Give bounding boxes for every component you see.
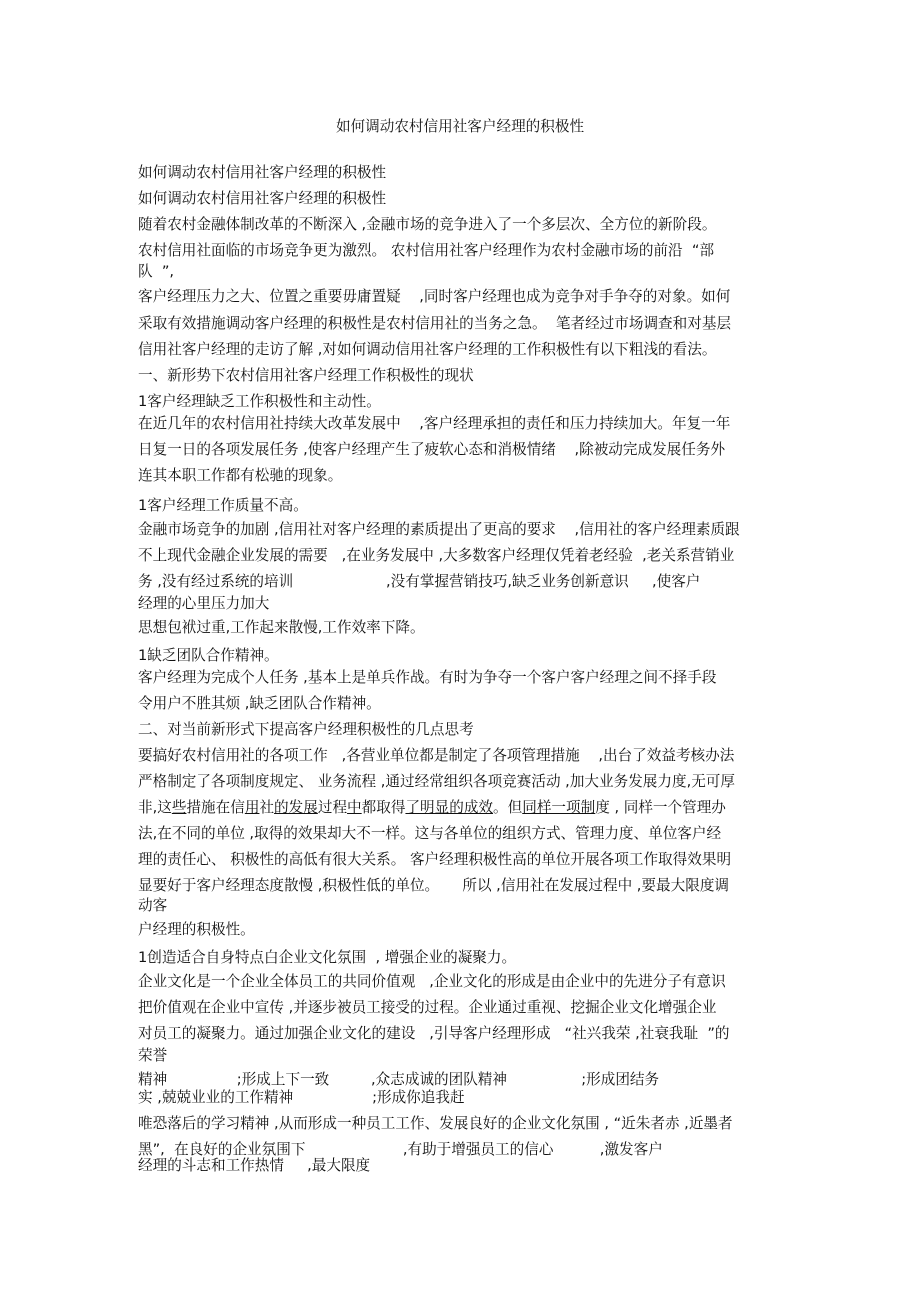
- text-line: 务 ,没有经过系统的培训 ,没有掌握营销技巧,缺乏业务创新意识 ,使客户: [138, 573, 701, 590]
- text-line: 1缺乏团队合作精神。: [138, 647, 279, 664]
- text-line: 随着农村金融体制改革的不断深入 ,金融市场的竞争进入了一个多层次、全方位的新阶段。: [138, 216, 717, 233]
- text-segment: 。但: [493, 799, 523, 816]
- text-line: 如何调动农村信用社客户经理的积极性: [138, 190, 387, 207]
- underlined-text: 了明显的成效: [405, 799, 494, 816]
- document-title: 如何调动农村信用社客户经理的积极性: [335, 118, 585, 135]
- underlined-text: 些: [171, 799, 187, 816]
- text-line: 理的责任心、 积极性的高低有很大关系。 客户经理积极性高的单位开展各项工作取得效果明: [138, 851, 732, 868]
- text-line: 荣誉: [138, 1047, 168, 1064]
- text-line: 在近几年的农村信用社持续大改革发展中 ,客户经理承担的责任和压力持续加大。年复一年: [138, 415, 731, 432]
- text-line: 实 ,兢兢业业的工作精神 ;形成你追我赶: [138, 1089, 465, 1106]
- text-line: 严格制定了各项制度规定、 业务流程 ,通过经常组织各项竞赛活动 ,加大业务发展力度,无可厚: [138, 773, 735, 790]
- text-line: 客户经理压力之大、位置之重要毋庸置疑 ,同时客户经理也成为竞争对手争夺的对象。如何: [138, 288, 731, 305]
- text-line: 企业文化是一个企业全体员工的共同价值观 ,企业文化的形成是由企业中的先进分子有意识: [138, 973, 726, 990]
- text-line: 显要好于客户经理态度散慢 ,积极性低的单位。 所以 ,信用社在发展过程中 ,要最大限度调: [138, 877, 730, 894]
- text-segment: 过程: [317, 799, 348, 816]
- text-line: 动客: [138, 897, 168, 914]
- text-line: 把价值观在企业中宣传 ,并逐步被员工接受的过程。企业通过重视、挖掘企业文化增强企业: [138, 999, 717, 1016]
- text-line: 经理的心里压力加大: [138, 595, 270, 612]
- text-line: 如何调动农村信用社客户经理的积极性: [138, 164, 387, 181]
- text-line: 队 ”,: [138, 263, 175, 280]
- text-line: 黑”, 在良好的企业氛围下 ,有助于增强员工的信心 ,激发客户: [138, 1141, 663, 1158]
- text-line: 金融市场竞争的加剧 ,信用社对客户经理的素质提出了更高的要求 ,信用社的客户经理素质跟: [138, 521, 740, 538]
- text-line: 农村信用社面临的市场竞争更为激烈。 农村信用社客户经理作为农村金融市场的前沿 “部: [138, 242, 715, 259]
- text-line: 户经理的积极性。: [138, 921, 255, 938]
- text-line: 日复一日的各项发展任务 ,使客户经理产生了疲软心态和消极情绪 ,除被动完成发展任务外: [138, 441, 726, 458]
- text-line: 一、新形势下农村信用社客户经理工作积极性的现状: [138, 367, 474, 384]
- text-line: 对员工的凝聚力。通过加强企业文化的建设 ,引导客户经理形成 “社兴我荣 ,社衰我耻 ”的: [138, 1025, 730, 1042]
- text-line: 唯恐落后的学习精神 ,从而形成一种员工工作、发展良好的企业文化氛围 , “近朱者赤 ,近墨者: [138, 1115, 733, 1132]
- text-line: 信用社客户经理的走访了解 ,对如何调动信用社客户经理的工作积极性有以下粗浅的看法。: [138, 341, 717, 358]
- text-line: [138, 799, 726, 817]
- text-line: 客户经理为完成个人任务 ,基本上是单兵作战。有时为争夺一个客户客户经理之间不择手段: [138, 669, 717, 686]
- text-segment: 非,这: [138, 799, 172, 816]
- underlined-text: 中: [347, 799, 362, 816]
- text-line: 令用户不胜其烦 ,缺乏团队合作精神。: [138, 695, 381, 712]
- underlined-text: 的发展: [274, 799, 318, 816]
- text-line: 要搞好农村信用社的各项工作 ,各营业单位都是制定了各项管理措施 ,出台了效益考核办法: [138, 747, 735, 764]
- underlined-text: 同样一项制: [522, 799, 596, 816]
- text-segment: 度 , 同样一个管理办: [595, 799, 726, 816]
- text-line: 1创造适合自身特点白企业文化氛围 , 增强企业的凝聚力。: [138, 949, 517, 966]
- text-segment: 措施在信: [186, 799, 245, 816]
- text-line: 连其本职工作都有松驰的现象。: [138, 467, 343, 484]
- text-line: 经理的斗志和工作热情 ,最大限度: [138, 1157, 371, 1174]
- text-line: 采取有效措施调动客户经理的积极性是农村信用社的当务之急。 笔者经过市场调查和对基层: [138, 315, 732, 332]
- text-line: 1客户经理缺乏工作积极性和主动性。: [138, 393, 381, 410]
- text-line: 思想包袱过重,工作起来散慢,工作效率下降。: [138, 619, 425, 636]
- text-line: 二、对当前新形式下提高客户经理积极性的几点思考: [138, 721, 474, 738]
- text-line: 法,在不同的单位 ,取得的效果却大不一样。这与各单位的组织方式、管理力度、单位客户经: [138, 825, 722, 842]
- text-segment: 都取得: [361, 799, 406, 816]
- text-line: 1客户经理工作质量不高。: [138, 497, 308, 514]
- underlined-text: 用: [244, 799, 260, 816]
- text-segment: 社: [259, 799, 275, 816]
- text-line: 精神 ;形成上下一致 ,众志成诚的团队精神 ;形成团结务: [138, 1071, 660, 1088]
- text-line: 不上现代金融企业发展的需要 ,在业务发展中 ,大多数客户经理仅凭着老经验 ,老关系营销业: [138, 547, 735, 564]
